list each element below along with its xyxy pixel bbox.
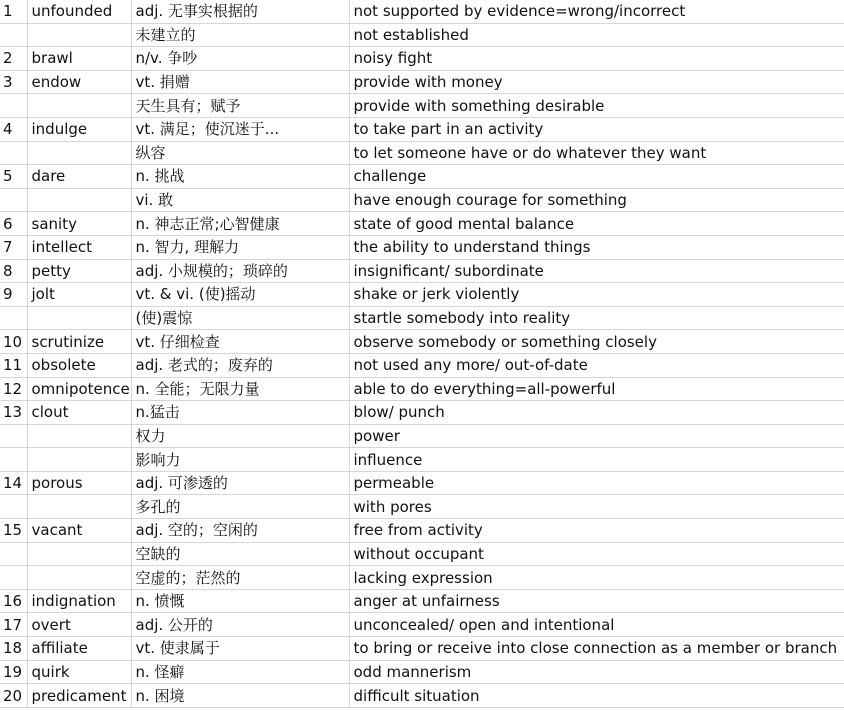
word-cell[interactable]: jolt [27, 283, 131, 307]
chinese-definition-cell[interactable]: 影响力 [131, 448, 349, 472]
table-row [0, 471, 844, 495]
chinese-definition-cell[interactable]: adj. 无事实根据的 [131, 0, 349, 23]
table-row [0, 23, 844, 47]
english-definition-cell[interactable]: not established [349, 23, 844, 47]
chinese-definition-cell[interactable]: n. 智力, 理解力 [131, 235, 349, 259]
table-row [0, 589, 844, 613]
row-number-cell[interactable] [0, 94, 27, 118]
table-row [0, 495, 844, 519]
word-cell[interactable]: indulge [27, 117, 131, 141]
table-row [0, 235, 844, 259]
table-row [0, 330, 844, 354]
table-row [0, 259, 844, 283]
chinese-definition-cell[interactable]: adj. 可渗透的 [131, 471, 349, 495]
english-definition-cell[interactable]: insignificant/ subordinate [349, 259, 844, 283]
word-cell[interactable]: unfounded [27, 0, 131, 23]
english-definition-cell[interactable]: lacking expression [349, 566, 844, 590]
word-cell[interactable]: quirk [27, 660, 131, 684]
chinese-definition-cell[interactable]: vt. & vi. (使)摇动 [131, 283, 349, 307]
chinese-definition-cell[interactable]: vi. 敢 [131, 188, 349, 212]
row-number-cell[interactable]: 16 [0, 589, 27, 613]
table-row [0, 0, 844, 23]
word-cell[interactable] [27, 23, 131, 47]
chinese-definition-cell[interactable]: 权力 [131, 424, 349, 448]
chinese-definition-cell[interactable]: 空虚的；茫然的 [131, 566, 349, 590]
chinese-definition-cell[interactable]: 天生具有；赋予 [131, 94, 349, 118]
row-number-cell[interactable] [0, 542, 27, 566]
chinese-definition-cell[interactable]: vt. 使隶属于 [131, 637, 349, 661]
english-definition-cell[interactable]: odd mannerism [349, 660, 844, 684]
chinese-definition-cell[interactable]: adj. 公开的 [131, 613, 349, 637]
row-number-cell[interactable] [0, 141, 27, 165]
table-row [0, 448, 844, 472]
word-cell[interactable] [27, 566, 131, 590]
table-row [0, 70, 844, 94]
row-number-cell[interactable] [0, 306, 27, 330]
english-definition-cell[interactable]: permeable [349, 471, 844, 495]
chinese-definition-cell[interactable]: vt. 满足；使沉迷于... [131, 117, 349, 141]
chinese-definition-cell[interactable]: n. 神志正常;心智健康 [131, 212, 349, 236]
row-number-cell[interactable]: 13 [0, 401, 27, 425]
row-number-cell[interactable] [0, 448, 27, 472]
table-row [0, 47, 844, 71]
english-definition-cell[interactable]: to take part in an activity [349, 117, 844, 141]
row-number-cell[interactable]: 7 [0, 235, 27, 259]
word-cell[interactable]: dare [27, 165, 131, 189]
table-row [0, 353, 844, 377]
word-cell[interactable]: omnipotence [27, 377, 131, 401]
row-number-cell[interactable]: 6 [0, 212, 27, 236]
table-row [0, 165, 844, 189]
row-number-cell[interactable]: 20 [0, 684, 27, 708]
english-definition-cell[interactable]: observe somebody or something closely [349, 330, 844, 354]
english-definition-cell[interactable]: unconcealed/ open and intentional [349, 613, 844, 637]
english-definition-cell[interactable]: provide with something desirable [349, 94, 844, 118]
row-number-cell[interactable]: 12 [0, 377, 27, 401]
word-cell[interactable] [27, 542, 131, 566]
english-definition-cell[interactable]: influence [349, 448, 844, 472]
english-definition-cell[interactable]: state of good mental balance [349, 212, 844, 236]
table-row [0, 637, 844, 661]
table-row [0, 684, 844, 708]
english-definition-cell[interactable]: power [349, 424, 844, 448]
table-row [0, 94, 844, 118]
table-row [0, 283, 844, 307]
row-number-cell[interactable]: 11 [0, 353, 27, 377]
english-definition-cell[interactable]: noisy fight [349, 47, 844, 71]
english-definition-cell[interactable]: able to do everything=all-powerful [349, 377, 844, 401]
english-definition-cell[interactable]: the ability to understand things [349, 235, 844, 259]
english-definition-cell[interactable]: to bring or receive into close connection as a member or branch [349, 637, 844, 661]
table-row [0, 542, 844, 566]
table-row [0, 566, 844, 590]
chinese-definition-cell[interactable]: n. 困境 [131, 684, 349, 708]
table-row [0, 519, 844, 543]
word-cell[interactable]: vacant [27, 519, 131, 543]
row-number-cell[interactable] [0, 188, 27, 212]
table-row [0, 401, 844, 425]
table-row [0, 660, 844, 684]
english-definition-cell[interactable]: provide with money [349, 70, 844, 94]
chinese-definition-cell[interactable]: 未建立的 [131, 23, 349, 47]
word-cell[interactable]: clout [27, 401, 131, 425]
row-number-cell[interactable] [0, 495, 27, 519]
word-cell[interactable]: petty [27, 259, 131, 283]
english-definition-cell[interactable]: not used any more/ out-of-date [349, 353, 844, 377]
row-number-cell[interactable] [0, 566, 27, 590]
word-cell[interactable]: porous [27, 471, 131, 495]
word-cell[interactable] [27, 306, 131, 330]
chinese-definition-cell[interactable]: vt. 仔细检查 [131, 330, 349, 354]
english-definition-cell[interactable]: have enough courage for something [349, 188, 844, 212]
word-cell[interactable]: sanity [27, 212, 131, 236]
table-row [0, 188, 844, 212]
row-number-cell[interactable] [0, 424, 27, 448]
row-number-cell[interactable]: 19 [0, 660, 27, 684]
row-number-cell[interactable]: 8 [0, 259, 27, 283]
table-row [0, 306, 844, 330]
chinese-definition-cell[interactable]: vt. 捐赠 [131, 70, 349, 94]
row-number-cell[interactable]: 10 [0, 330, 27, 354]
table-row [0, 377, 844, 401]
english-definition-cell[interactable]: shake or jerk violently [349, 283, 844, 307]
table-row [0, 424, 844, 448]
row-number-cell[interactable]: 3 [0, 70, 27, 94]
chinese-definition-cell[interactable]: 纵容 [131, 141, 349, 165]
chinese-definition-cell[interactable]: 多孔的 [131, 495, 349, 519]
row-number-cell[interactable]: 5 [0, 165, 27, 189]
row-number-cell[interactable]: 17 [0, 613, 27, 637]
table-row [0, 117, 844, 141]
word-cell[interactable]: overt [27, 613, 131, 637]
row-number-cell[interactable]: 4 [0, 117, 27, 141]
word-cell[interactable]: predicament [27, 684, 131, 708]
table-row [0, 212, 844, 236]
word-cell[interactable] [27, 448, 131, 472]
row-number-cell[interactable]: 15 [0, 519, 27, 543]
row-number-cell[interactable]: 1 [0, 0, 27, 23]
row-number-cell[interactable]: 2 [0, 47, 27, 71]
english-definition-cell[interactable]: not supported by evidence=wrong/incorrect [349, 0, 844, 23]
english-definition-cell[interactable]: blow/ punch [349, 401, 844, 425]
chinese-definition-cell[interactable]: adj. 老式的；废弃的 [131, 353, 349, 377]
chinese-definition-cell[interactable]: n. 全能；无限力量 [131, 377, 349, 401]
chinese-definition-cell[interactable]: adj. 小规模的；琐碎的 [131, 259, 349, 283]
row-number-cell[interactable]: 14 [0, 471, 27, 495]
chinese-definition-cell[interactable]: n. 怪癖 [131, 660, 349, 684]
chinese-definition-cell[interactable]: adj. 空的；空闲的 [131, 519, 349, 543]
row-number-cell[interactable] [0, 23, 27, 47]
chinese-definition-cell[interactable]: n. 愤慨 [131, 589, 349, 613]
table-row [0, 613, 844, 637]
word-cell[interactable]: scrutinize [27, 330, 131, 354]
chinese-definition-cell[interactable]: 空缺的 [131, 542, 349, 566]
word-cell[interactable]: affiliate [27, 637, 131, 661]
word-cell[interactable] [27, 141, 131, 165]
english-definition-cell[interactable]: with pores [349, 495, 844, 519]
word-cell[interactable]: indignation [27, 589, 131, 613]
chinese-definition-cell[interactable]: n. 挑战 [131, 165, 349, 189]
word-cell[interactable]: endow [27, 70, 131, 94]
english-definition-cell[interactable]: challenge [349, 165, 844, 189]
chinese-definition-cell[interactable]: (使)震惊 [131, 306, 349, 330]
word-cell[interactable] [27, 495, 131, 519]
word-cell[interactable] [27, 94, 131, 118]
chinese-definition-cell[interactable]: n/v. 争吵 [131, 47, 349, 71]
english-definition-cell[interactable]: startle somebody into reality [349, 306, 844, 330]
english-definition-cell[interactable]: anger at unfairness [349, 589, 844, 613]
english-definition-cell[interactable]: difficult situation [349, 684, 844, 708]
word-cell[interactable]: intellect [27, 235, 131, 259]
row-number-cell[interactable]: 18 [0, 637, 27, 661]
english-definition-cell[interactable]: without occupant [349, 542, 844, 566]
english-definition-cell[interactable]: free from activity [349, 519, 844, 543]
word-cell[interactable] [27, 424, 131, 448]
row-number-cell[interactable]: 9 [0, 283, 27, 307]
table-row [0, 141, 844, 165]
word-cell[interactable]: obsolete [27, 353, 131, 377]
english-definition-cell[interactable]: to let someone have or do whatever they want [349, 141, 844, 165]
chinese-definition-cell[interactable]: n.猛击 [131, 401, 349, 425]
word-cell[interactable] [27, 188, 131, 212]
word-cell[interactable]: brawl [27, 47, 131, 71]
